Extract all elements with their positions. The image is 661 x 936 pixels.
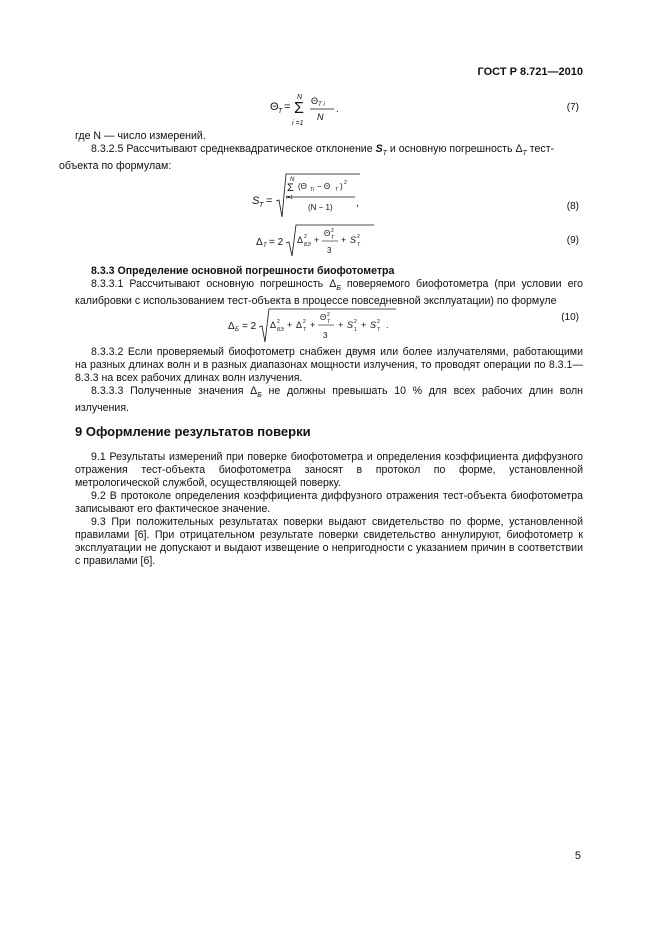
document-standard-header: ГОСТ Р 8.721—2010: [477, 66, 583, 78]
svg-text:Δ: Δ: [228, 321, 235, 332]
svg-text:S: S: [347, 320, 354, 330]
paragraph-text: объекта по формулам:: [59, 160, 172, 173]
svg-text:Θ: Θ: [270, 101, 279, 113]
svg-text:2: 2: [344, 180, 347, 186]
paragraph-text: поверяемого биофотометра (при условии его калибровки с использованием тест-объекта в процессе повседневной эксплуатации) по формуле: [75, 278, 584, 308]
svg-text:Δ: Δ: [256, 237, 263, 248]
svg-text:Θ: Θ: [320, 313, 327, 322]
formula-10: [228, 306, 408, 346]
svg-text:S: S: [252, 195, 260, 207]
svg-text:(N − 1): (N − 1): [308, 203, 333, 212]
svg-text:i =1: i =1: [292, 120, 304, 127]
section-9-title: 9 Оформление результатов поверки: [75, 424, 311, 439]
svg-text:3: 3: [327, 246, 332, 255]
svg-text:Σ: Σ: [287, 182, 294, 194]
paragraph-8-3-3-2: 8.3.3.2 Если проверяемый биофотометр снабжен двумя или более излучателями, работающими на разных длинах волн и в разных диапазонах мощности излучения, то проводят операции по 8.3.1—8.3.3 на всех рабочих длинах волн излучения.: [75, 346, 583, 384]
paragraph-text: Рассчитывают среднеквадратическое отклонение: [126, 143, 373, 155]
svg-text:T: T: [327, 319, 331, 325]
svg-text:T: T: [377, 327, 381, 333]
formula-7-number: (7): [566, 102, 579, 113]
formula-7: [270, 88, 390, 130]
paragraph-text: не должны превышать 10 % для всех рабочих длин волн излучения.: [75, 385, 584, 415]
svg-text:T: T: [259, 202, 264, 209]
svg-text:Θ: Θ: [311, 96, 319, 106]
svg-text:2: 2: [331, 228, 334, 234]
svg-text:= 2: = 2: [242, 321, 257, 332]
svg-text:N: N: [297, 94, 303, 101]
formula-9: [256, 223, 386, 259]
svg-text:+: +: [338, 320, 344, 330]
symbol-delta: Δ: [515, 143, 523, 155]
svg-text:T i: T i: [318, 102, 325, 108]
paragraph-8-3-3-3: [75, 385, 583, 415]
paragraph-8-3-3-1: [75, 278, 583, 308]
paragraph-text: и основную погрешность: [389, 143, 513, 155]
svg-text:2: 2: [277, 319, 280, 325]
svg-text:2: 2: [354, 319, 357, 325]
svg-text:+: +: [310, 320, 316, 330]
paragraph-text: 8.3.3.1 Рассчитывают основную погрешность: [91, 278, 324, 290]
svg-text:2: 2: [327, 312, 330, 318]
svg-text:2: 2: [303, 319, 306, 325]
formula-8-number: (8): [566, 201, 579, 212]
svg-text:Б: Б: [235, 327, 239, 333]
svg-text:2: 2: [304, 234, 307, 240]
svg-text:): ): [340, 182, 343, 191]
svg-text:T: T: [335, 187, 339, 193]
formula-9-number: (9): [566, 235, 579, 246]
paragraph-9-2: 9.2 В протоколе определения коэффициента диффузного отражения тест-объекта биофотометра записывают его фактическое значение.: [75, 490, 583, 515]
symbol-delta-b: $\Delta_Б$: [329, 278, 341, 293]
svg-text:i=1: i=1: [286, 195, 293, 201]
symbol-sub: T: [522, 150, 527, 158]
symbol-s: S: [375, 143, 383, 155]
svg-text:=: =: [284, 101, 291, 113]
svg-text:,: ,: [356, 198, 359, 209]
svg-text:.: .: [386, 320, 389, 330]
svg-text:− Θ: − Θ: [317, 182, 331, 191]
symbol-delta-b: $\Delta_Б$: [250, 385, 262, 400]
svg-text:1: 1: [354, 327, 357, 333]
svg-text:Δ: Δ: [270, 320, 277, 330]
svg-text:N: N: [317, 112, 324, 122]
paragraph-text: 8.3.3.3 Полученные значения: [91, 385, 244, 397]
paragraph-9-3: 9.3 При положительных результатах поверки выдают свидетельство по форме, установленной правилами [6]. При отрицательном результате поверки свидетельство аннулируют, биофотометр к эксплуатации не допускают и выдают извещение о непригодности с указанием причин в соответствии с правилами [6].: [75, 516, 583, 567]
svg-text:+: +: [361, 320, 367, 330]
svg-text:БЭ: БЭ: [304, 242, 311, 248]
svg-text:Δ: Δ: [296, 320, 303, 330]
svg-text:Ti: Ti: [310, 187, 315, 193]
paragraph-number: 8.3.2.5: [91, 143, 124, 155]
svg-text:T: T: [303, 327, 307, 333]
svg-text:T: T: [357, 242, 361, 248]
svg-text:(Θ: (Θ: [298, 182, 307, 191]
subsection-title-8-3-3: 8.3.3 Определение основной погрешности биофотометра: [91, 265, 395, 277]
formula-10-number: (10): [561, 312, 579, 323]
paragraph-9-1: 9.1 Результаты измерений при поверке биофотометра и определения коэффициента диффузного отражения тест-объекта биофотометра заносят в протокол по форме, установленной метрологической службой, осуществляющей поверку.: [75, 451, 583, 489]
svg-text:S: S: [350, 235, 357, 245]
where-n-text: где N — число измерений.: [75, 130, 206, 142]
svg-text:= 2: = 2: [269, 237, 284, 248]
svg-text:T: T: [331, 235, 335, 241]
svg-text:Δ: Δ: [297, 235, 304, 245]
svg-text:БЭ: БЭ: [277, 327, 284, 333]
svg-text:T: T: [263, 243, 267, 249]
svg-text:+: +: [341, 235, 347, 245]
symbol-sub: T: [382, 150, 387, 158]
svg-text:+: +: [287, 320, 293, 330]
paragraph-text: тест-: [529, 143, 555, 155]
svg-text:2: 2: [377, 319, 380, 325]
svg-text:2: 2: [357, 234, 360, 240]
svg-text:3: 3: [323, 331, 328, 340]
page-number: 5: [574, 850, 581, 862]
svg-text:=: =: [266, 195, 273, 207]
svg-text:Θ: Θ: [324, 229, 331, 238]
svg-text:Σ: Σ: [294, 100, 304, 117]
svg-text:S: S: [370, 320, 377, 330]
formula-8: [252, 171, 372, 221]
svg-text:+: +: [314, 235, 320, 245]
svg-text:T: T: [278, 108, 283, 115]
svg-text:N: N: [290, 177, 295, 183]
paragraph-8-3-2-5: [59, 143, 583, 173]
svg-text:.: .: [336, 104, 339, 115]
